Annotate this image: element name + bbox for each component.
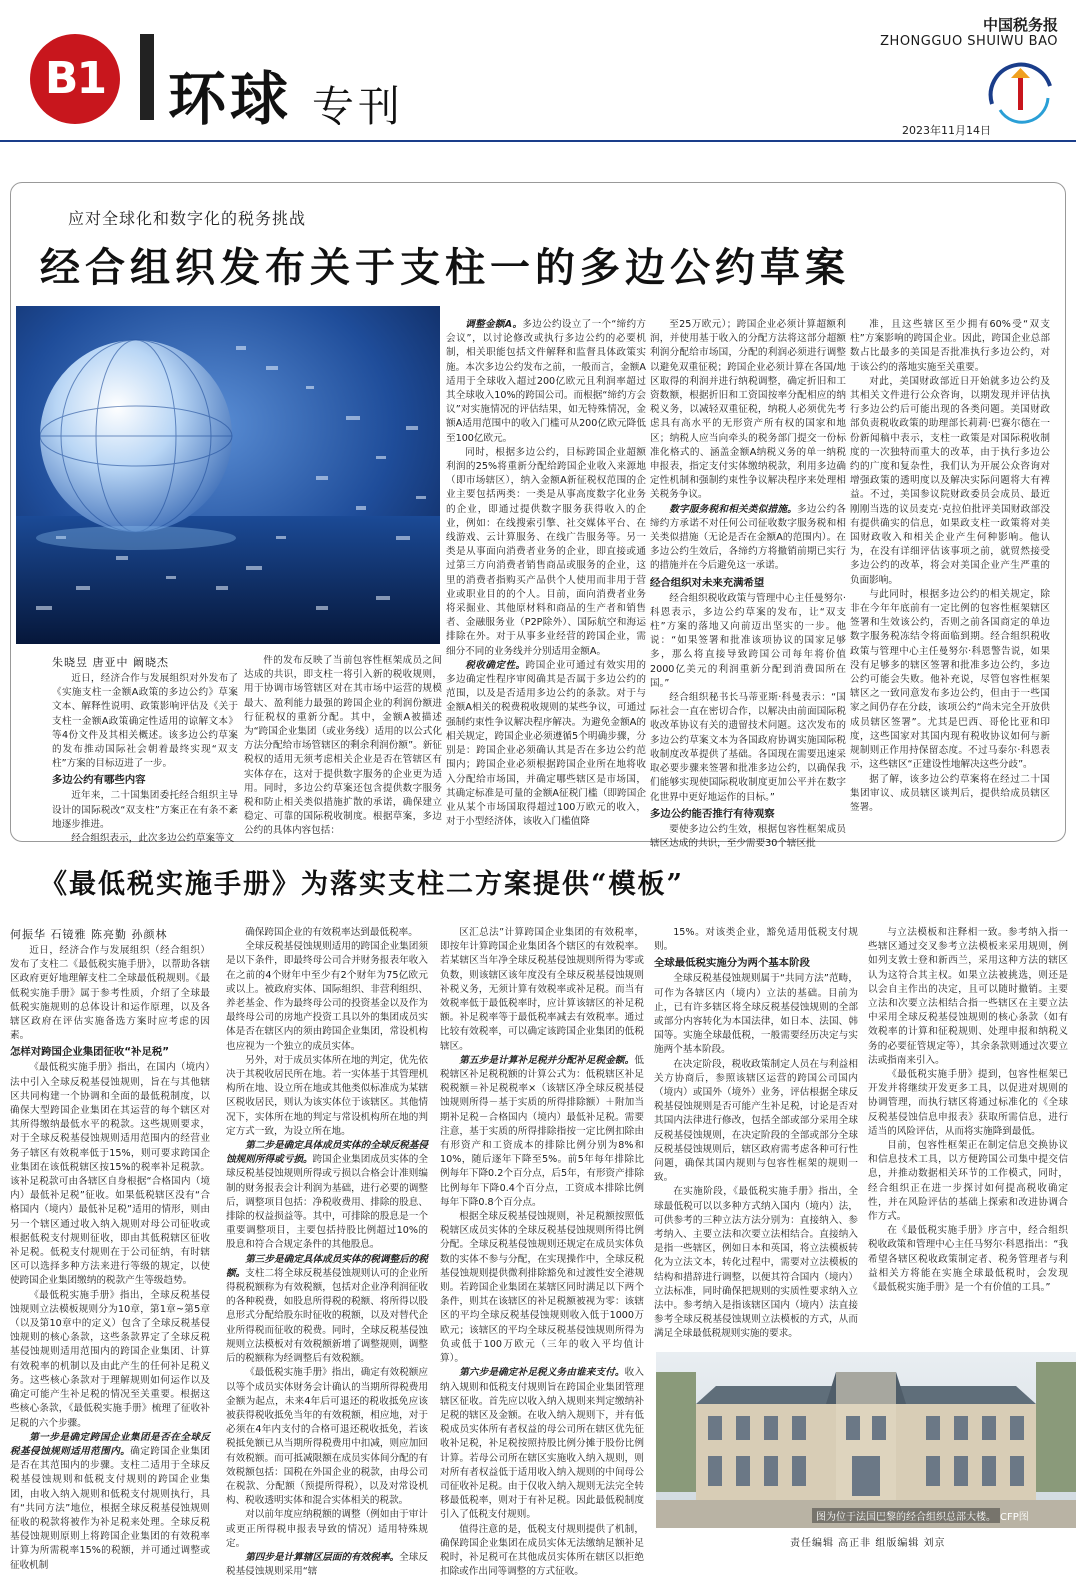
article-1-column-3 (446, 318, 646, 836)
newspaper-logo-icon (988, 64, 1054, 118)
paragraph (10, 1289, 210, 1431)
paragraph-text: 在《最低税实施手册》序言中，经合组织税收政策和管理中心主任马努尔·科恩指出：“我希望各辖区税收政策制定者、税务管理者与利益相关方将能在实施全球最低税时，会发现《最低税实施手册》是一个有价值的工具。” (868, 1225, 1068, 1294)
paragraph-text: 近日，经济合作与发展组织（经合组织）发布了支柱二《最低税实施手册》，以帮助各辖区政府更好地理解支柱二全球最低税规则。《最低税实施手册》属于参考性质，介绍了全球最低税实施规则的总体设计和运作原理，以及各辖区政府在评估实施备选方案时应考虑的因素。 (10, 945, 210, 1042)
paragraph (650, 823, 846, 851)
paragraph-text: 支柱二将全球反税基侵蚀规则认可的企业所得税税额称为有效税额，包括对企业净利润征收的各种税费，如股息所得税的税额、将所得以股息形式分配给股东时征收的税额，以及对替代企业所得税而征收的税费。同时，全球反税基侵蚀规则立法模板对有效税额新增了调整规则，调整后的税额称为经调整后有效税额。 (226, 1267, 429, 1365)
subheading: 多边公约能否推行有待观察 (650, 807, 775, 820)
paragraph (868, 1068, 1068, 1139)
paragraph-text: 与此同时，根据多边公约的相关规定，除非在今年年底前有一定比例的包容性框架辖区签署和生效该公约，否则之前各国商定的单边数字服务税冻结令将面临到期。经合组织税收政策与管理中心主任曼努尔·科恩警告说，如果没有足够多的辖区签署和批准多边公约，多边公约可能会失败。他补充说，尽管包容性框架辖区之一致同意发布多边公约，但由于一些国家之间仍存在分歧，该项公约“尚未完全开放供成员辖区签署”。尤其是巴西、哥伦比亚和印度，这些国家对其国内现有税收协议如何与新规制则正作用持保留态度。不过马泰尔·科恩表示，这些辖区“正建设性地解决这些分歧”。 (850, 588, 1050, 771)
paragraph (226, 940, 428, 1054)
article-2-column-5 (868, 926, 1068, 1346)
paragraph (654, 972, 858, 1057)
paragraph-text: 《最低税实施手册》指出，全球反税基侵蚀规则立法模板规则分为10章，第1章~第5章（以及第10章中的定义）包含了全球反税基侵蚀规则的核心条款，这些条款界定了全球反税基侵蚀规则适用范围内的跨国企业集团、计算有效税率的机制以及由此产生的任何补足税义务。这些核心条款对于理解规则如何运作以及确定可能产生补足税的情况至关重要。根据这些核心条款，《最低税实施手册》梳理了征收补足税的六个步骤。 (10, 1289, 210, 1429)
paragraph-text: 近年来，二十国集团委托经合组织主导设计的国际税改“双支柱”方案正在有条不紊地逐步推进。 (52, 790, 238, 830)
paragraph (650, 318, 846, 503)
subheading: 经合组织对未来充满希望 (650, 576, 765, 589)
subheading: 怎样对跨国企业集团征收“补足税” (10, 1046, 170, 1059)
paragraph (440, 1366, 644, 1522)
article-2-headline: 《最低税实施手册》为落实支柱二方案提供“模板” (40, 869, 685, 900)
paragraph-text: 确定跨国企业集团是否在其范围内的步骤。支柱二适用于全球反税基侵蚀规则和低税支付规则的跨国企业集团，由收入纳入规则和低税支付规则执行，具有“共同方法”地位，根据全球反税基侵蚀规则征收的税款将被作为补足税来处理。全球反税基侵蚀规则原则上将跨国企业集团的有效税率计算为所需税率15%的税额，并可通过调整或征收机制 (10, 1445, 211, 1571)
paragraph (446, 318, 646, 446)
paragraph-text: 全球反税基侵蚀规则采用“辖 (226, 1551, 429, 1578)
paragraph-text: 准，且这些辖区至少拥有60%受“双支柱”方案影响的跨国企业。因此，跨国企业总部数占比最多的美国是否批准执行多边公约，对于该公约的落地实施至关重要。 (850, 319, 1050, 373)
paragraph (868, 926, 1068, 1068)
paragraph-text: 在实施阶段，《最低税实施手册》指出，全球最低税可以以多种方式纳入国内（境内）法，可供参考的三种立法方法分别为：直接纳入、参考纳入、主要立法和次要立法相结合。直接纳入是指一些辖区，例如日本和英国，将立法模板转化为立法文本，转化过程中，需要对立法模板的结构和措辞进行调整，以便其符合国内（境内）立法标准，同时确保把规则的实质性要求纳入立法中。参考纳入是指该辖区国内（境内）法直接参考全球反税基侵蚀规则立法模板的方式，从而满足全球最低税规则实施的要求。 (654, 1186, 858, 1340)
paragraph-text: 经合组织表示，此次多边公约草案等文 (71, 833, 235, 845)
paragraph-text: 多边公约各缔约方承诺不对任何公司征收数字服务税和相关类似措施（无论是否在金额A的范围内）。在多边公约生效后，各缔约方将撤销前期已实行的措施并在今后避免这一承诺。 (650, 503, 847, 572)
paragraph-lead: 第六步是确定补足税义务由谁来支付。 (459, 1367, 625, 1379)
paragraph-text: 近日，经济合作与发展组织对外发布了《实施支柱一金额A政策的多边公约》草案文本、解释性说明、政策影响评估及《关于支柱一金额A政策确定性适用的谅解文本》等4份文件及其相关概述。该多边公约草案的发布推动国际社会朝着最终实现“双支柱”方案的目标迈进了一步。 (52, 673, 238, 770)
paragraph (850, 318, 1050, 375)
article-1-kicker: 应对全球化和数字化的税务挑战 (68, 209, 307, 228)
paragraph-text: 《最低税实施手册》指出，确定有效税额应以等个成员实体财务会计确认的当期所得税费用金额为起点，未来4年后可退还的税收抵免应该被获得税收抵免当年的有效税额，相应地，对于必须在4年内支付的合格可退还税收抵免，若该税抵免额已从当期所得税费用中扣减，则应加回有效税额。而可抵减限额在成员实体间分配的有效税额包括：国税在外国企业的税款，由母公司在税款、分配额（预提所得税），以及对常设机构、税收透明实体和混合实体相关的税款。 (226, 1367, 428, 1507)
article-2-byline: 何振华 石镜雅 陈亮勤 孙颜林 (10, 928, 168, 941)
paragraph (650, 503, 846, 574)
paragraph-text: 目前，包容性框架正在制定信息交换协议和信息技术工具，以方便跨国公司集中提交信息，并推动数据相关环节的工作模式，同时，经合组织正在进一步探讨如何提高税收确定性，并在风险评估的基础上探索和改进协调合作方式。 (868, 1140, 1068, 1223)
paragraph-text: 《最低税实施手册》提到，包容性框架已开发并将继续开发更多工具，以促进对规则的协调管理，而执行辖区将通过标准化的《全球反税基侵蚀信息申报表》获取所需信息，进行适当的风险评估，从而将实施降到最低。 (868, 1069, 1068, 1137)
paragraph-text: 据了解，该多边公约草案将在经过二十国集团审议、成员辖区谈判后，提供给成员辖区签署。 (850, 773, 1050, 813)
photo-credit: CFP图 (1000, 1512, 1029, 1523)
paragraph (226, 1366, 428, 1508)
paragraph-text: 经合组织秘书长马蒂亚斯·科曼表示：“国际社会一直在密切合作，以解决由前面国际税收改革协议有关的遗留技术问题。这次发布的多边公约草案文本为各国政府协调实施国际税收制度改革提供了基础。各国现在需要迅速采取必要步骤来签署和批准多边公约，以确保我们能够实现使国际税收制度更加公平并在数字化世界中更好地运作的目标。” (650, 692, 846, 803)
paragraph-text: 低税辖区补足税税额的计算公式为：低税辖区补足税税额＝补足税税率×（该辖区净全球反税基侵蚀规则所得－基于实质的所得排除额）＋附加当期补足税－合格国内（境内）最低补足税。需要注意，基于实质的所得排除指按一定比例扣除由有形资产和工资成本的排除比例分别为8%和10%，随后逐年下降至5%。前5年每年排除比例每年下降0.2个百分点，后5年，有形资产排除比例每年下降0.4个百分点，工资成本排除比例每年下降0.8个百分点。 (440, 1054, 644, 1208)
paragraph-text: 件的发布反映了当前包容性框架成员之间达成的共识，即支柱一将引入新的税收规则，用于协调市场管辖区对在其市场中运营的规模最大、盈利能力最强的跨国企业的利润份额进行征税权的重新分配。其中，金额A被描述为“跨国企业集团（或业务线）适用的以公式化方法分配给市场管辖区的剩余利润份额”。新征税权的适用无须考虑相关企业是否在管辖区有实体存在，这对于提供数字服务的企业更为适用。同时，多边公约草案还包含提供数字服务税和防止相关类似措施扩散的承诺，确保建立稳定、可靠的国际税收制度。根据草案，多边公约的具体内容包括： (244, 655, 442, 837)
paragraph-text: 对以前年度应纳税额的调整（例如由于审计或更正所得税申报表导致的情况）适用特殊规定。 (226, 1509, 428, 1549)
paragraph (244, 654, 442, 839)
article-2-column-3 (440, 926, 644, 1578)
paragraph-text: 根据全球反税基侵蚀规则，补足税额按照低税辖区成员实体的全球反税基侵蚀规则所得比例分配。全球反税基侵蚀规则还规定在成员实体负数的实体不参与分配，在实现操作中，全球反税基侵蚀规则提供微利排除豁免和过渡性安全港规则。若跨国企业集团在某辖区同时满足以下两个条件，则其在该辖区的补足税额被视为零：该辖区的平均全球反税基侵蚀规则收入低于1000万欧元；该辖区的平均全球反税基侵蚀规则所得为负或低于100万欧元（三年的收入平均值计算）。 (440, 1211, 644, 1365)
paragraph (226, 1253, 428, 1367)
article-2-column-4 (654, 926, 858, 1346)
paragraph (650, 691, 846, 805)
article-1-byline: 朱晓昱 唐亚中 阚晓杰 (52, 656, 169, 669)
newspaper-name-en: ZHONGGUO SHUIWU BAO (880, 34, 1058, 49)
paragraph-lead: 第三步是确定具体成员实体的税调整后的税额。 (226, 1253, 428, 1279)
paragraph (52, 672, 238, 771)
paragraph (654, 1185, 858, 1341)
article-1-column-4 (650, 318, 847, 849)
paragraph (226, 926, 428, 940)
paragraph-text: 至25万欧元）；跨国企业必须计算超额利润，并使用基于收入的分配方法将这部分超额利润分配给市场国，分配的利润必须进行调整以避免双重征税；跨国企业必须计算在各国/地区取得的利润并进行纳税调整，确定折旧和工资数额，根据折旧和工资国按率分配相应的纳税义务，以减轻双重征税，纳税人必须优先考虑具有高水平的无形资产所有权的国家和地区；纳税人应当向牵头的税务部门提交一份标准化格式的、涵盖金额A纳税义务的单一纳税申报表，指定支付实体缴纳税款，利用多边确定性机制和强制约束性争议解决程序来处理相关税务争议。 (650, 319, 846, 501)
paragraph-lead: 数字服务税和相关类似措施。 (669, 503, 798, 515)
paragraph-lead: 第二步是确定具体成员实体的全球反税基侵蚀规则所得或亏损。 (226, 1140, 428, 1166)
editor-credits: 责任编辑 高正非 组版编辑 刘京 (790, 1538, 946, 1549)
paragraph-text: 在决定阶段，税收政策制定人员在与利益相关方协商后，参照该辖区运营的跨国公司国内（境内）或国外（境外）业务，评估根据全球反税基侵蚀规则是否可能产生补足税，讨论是否对其国内法律进行修改，包括全部或部分采用全球反税基侵蚀规则，在决定阶段的全部或部分全球反税基侵蚀规则后，辖区政府需考虑各种可行性问题，确保其国内规则与包容性框架的规则一致。 (654, 1058, 858, 1184)
paragraph-text: 15%。对该类企业，豁免适用低税支付规则。 (654, 927, 858, 953)
paragraph-lead: 调整金额A。 (465, 319, 523, 330)
paragraph-text: 对此，美国财政部近日开始就多边公约及其相关文件进行公众咨询，以期发现并评估执行多边公约后可能出现的各类问题。美国财政部负责税收政策的助理部长莉莉·巴赛尔德在一份新闻稿中表示，支柱一政策是对国际税收制度的一次独特而重大的改革，由于执行多边公约的广度和复杂性，我们认为开展公众咨询对增强政策的透明度以及解决实际问题将大有裨益。不过，美国参议院财政委员会成员、最近刚刚当选的议员麦克·克拉伯批评美国财政部没有提供确实的信息，如果政支柱一政策将对美国财政收入和相关企业产生何种影响。他认为，在没有详细评估该事项之前，就贸然接受多边公约的改革，将会对美国企业产生严重的负面影响。 (850, 375, 1050, 586)
digital-globe-icon (16, 306, 440, 644)
paragraph-text: 跨国企业可通过有效实用的多边确定性程序审阅确其是否属于多边公约的范围，以及是否适用多边公约的条款。对于与金额A相关的税费税收规则的某些争议，可通过强制约束性争议解决程序解决。为避免金额A的相关规定，跨国企业必须遵循5个明确步骤，分别是：跨国企业必须确认其是否在多边公约范围内；跨国企业必须根据跨国企业所在地将收入分配给市场国，并确定哪些辖区是市场国，其确定标准是可量的金额A征税门槛（即跨国企业从某个市场国取得超过100万欧元的收入，对于小型经济体，该收入门槛值降 (446, 659, 647, 828)
paragraph-text: 经合组织税收政策与管理中心主任曼努尔·科恩表示，多边公约草案的发布，让“双支柱”方案的落地又向前迈出坚实的一步。他说：“如果签署和批准该项协议的国家足够多，那么将直接导致跨国公司每年将价值2000亿美元的利润重新分配到消费国所在国。” (650, 592, 846, 689)
paragraph-lead: 税收确定性。 (465, 659, 526, 671)
paragraph (850, 375, 1050, 588)
paragraph (440, 1523, 644, 1579)
paragraph (850, 773, 1050, 816)
paragraph (850, 588, 1050, 773)
newspaper-name-cn: 中国税务报 (982, 16, 1058, 34)
article-1-headline: 经合组织发布关于支柱一的多边公约草案 (40, 244, 850, 291)
masthead-divider (0, 140, 1076, 142)
publication-date: 2023年11月14日 (902, 124, 991, 137)
paragraph-text: 确保跨国企业的有效税率达到最低税率。 (245, 927, 418, 938)
paragraph (446, 446, 646, 659)
paragraph (226, 1054, 428, 1139)
paragraph-lead: 第五步是计算补足税并分配补足税金额。 (459, 1054, 635, 1066)
masthead-rule-bar (140, 34, 154, 120)
paragraph-text: 值得注意的是，低税支付规则提供了机制，确保跨国企业集团在成员实体无法缴纳足额补足税时，补足税可在其他成员实体所在辖区以拒绝扣除或作出同等调整的方式征收。 (440, 1523, 644, 1578)
paragraph-text: 多边公约设立了一个“缔约方会议”，以讨论修改或执行多边公约的必要机制，相关职能包括文件解释和监督具体政策实施。本次多边公约发布之前，一般而言，金额A适用于全球收入超过200亿欧元且利润率超过其全球收入10%的跨国公司。而根据“缔约方会议”对实施情况的评估结果，如无特殊情况，金额A适用范围中的收入门槛可从200亿欧元降低至100亿欧元。 (446, 319, 646, 444)
paragraph-text: 另外，对于成员实体所在地的判定，优先依决于其税收居民所在地。若一实体基于其管理机构所在地、设立所在地或其他类似标准成为某辖区税收居民，则认为该实体位于该辖区。其他情况下，实体所在地的判定与常设机构所在地的判定方式一致，为设立所在地。 (226, 1054, 428, 1137)
paragraph (226, 1551, 428, 1579)
section-subtitle: 专刊 (312, 82, 405, 131)
article-1-column-2 (244, 654, 442, 836)
paragraph-text: 与立法模板和注释相一致。参考纳入指一些辖区通过交叉参考立法模板来采用规则，例如列支敦士登和新西兰，采用这种方法的辖区认为这符合其主权。如果立法被挑选，则还是以会自主作出的决定，且可以随时撤销。主要立法和次要立法相结合指一些辖区在主要立法中采用全球反税基侵蚀规则的核心条款（如有效税率的计算和征税规则、处理申报和纳税义务的必要征管规定等），其余条款则通过次要立法或指南来引入。 (868, 927, 1068, 1066)
subheading: 多边公约有哪些内容 (52, 774, 146, 787)
masthead (0, 0, 1076, 176)
paragraph (440, 1054, 644, 1210)
paragraph (650, 592, 846, 691)
paragraph-text: 《最低税实施手册》指出，在国内（境内）法中引入全球反税基侵蚀规则，旨在与其他辖区共同构建一个协调和全面的最低税制度，以确保大型跨国企业集团在其运营的每个辖区对其所得缴纳最低水平的税款。这些规则要求，对于全球反税基侵蚀规则适用范围内的经营业务子辖区有效税率低于15%，则可要求跨国企业集团在该低税辖区按15%的税率补足税款。该补足税款可由各辖区自身根据“合格国内（境内）最低补足税”征收。如果低税辖区没有“合格国内（境内）最低补足税”适用的情形，则由另一个辖区通过收入纳入规则对母公司征收或根据低税支付规则征收，即由其低税辖区征收补足税。低税支付规则在于公司征纳，有时辖区可以选择多种方法来进行等级的规定，以使使跨国企业集团缴纳的税款产生等级趋势。 (10, 1062, 210, 1287)
article-1-column-5 (850, 318, 1050, 836)
paragraph (10, 1431, 210, 1573)
paragraph (52, 789, 238, 832)
paragraph (654, 926, 858, 954)
paragraph-lead: 第四步是计算辖区层面的有效税率。 (245, 1551, 400, 1563)
paragraph-text: 全球反税基侵蚀规则属于“共同方法”范畴，可作为各辖区内（境内）立法的基础。目前为止，已有许多辖区将全球反税基侵蚀规则的全部或部分内容转化为本国法律，如日本、法国、韩国等。实施全球最低税，一般需要经历决定与实施两个基本阶段。 (654, 973, 858, 1056)
paragraph (440, 1210, 644, 1366)
paragraph-text: 要使多边公约生效，根据包容性框架成员辖区达成的共识，至少需要30个辖区批 (650, 823, 846, 849)
page-number-badge: B1 (30, 34, 120, 124)
paragraph (226, 1508, 428, 1551)
photo-caption: 图为位于法国巴黎的经合组织总部大楼。 (812, 1508, 1000, 1523)
paragraph (440, 926, 644, 1054)
subheading: 全球最低税实施分为两个基本阶段 (654, 957, 810, 970)
paragraph (10, 1061, 210, 1288)
paragraph-text: 收入纳入规则和低税支付规则旨在跨国企业集团管理辖区征收。首先应以收入纳入规则来判定缴纳补足税的辖区及金额。在收入纳入规则下，并有低税成员实体所有者权益的母公司所在辖区优先征收补足税，补足税按照持股比例分摊于股份比例计算。若母公司所在辖区实施收入纳入规则，则对所有者权益低于适用收入纳入规则的中间母公司征收补足税。由于仅收入纳入规则无法完全转移最低税率，则对于有补足税。因此最低税制度引入了低税支付规则。 (440, 1367, 644, 1521)
paragraph-text: 跨国企业集团成员实体的全球反税基侵蚀规则所得或亏损以合格会计准则编制的财务报表会计利润为基础，进行必要的调整后，调整项目包括：净税收费用、排除的股息、排除的权益损益等。其中，可排除的股息是一个重要调整项目，主要包括持股比例超过10%的股息和符合合规定条件的其他股息。 (226, 1154, 429, 1251)
paragraph (868, 1224, 1068, 1295)
paragraph-lead: 第一步是确定跨国企业集团是否在全球反税基侵蚀规则适用范围内。 (10, 1431, 210, 1457)
paragraph (446, 659, 646, 829)
section-name: 环球 (168, 65, 293, 133)
oecd-headquarters-photo (656, 1352, 1076, 1528)
paragraph (654, 1058, 858, 1186)
paragraph-text: 全球反税基侵蚀规则适用的跨国企业集团须是以下条件，即最终母公司合并财务报表年收入在之前的4个财年中至少有2个财年为75亿欧元或以上。被政府实体、国际组织、非营利组织、养老基金、作为最终母公司的投资基金以及作为最终母公司的房地产投资工具以外的集团成员实体是否在辖区内的须由跨国企业集团，常设机构也应视为一个独立的成员实体。 (226, 941, 428, 1052)
paragraph (868, 1139, 1068, 1224)
paragraph (226, 1139, 428, 1253)
article-2-column-2 (226, 926, 429, 1578)
paragraph-text: 同时，根据多边公约，目标跨国企业超额利润的25%将重新分配给跨国企业收入来源地（即市场辖区），纳入金额A新征税权范围的企业主要包括两类：一类是从事高度数字化业务的企业，即通过提供数字服务获得收入的企业，例如：在线搜索引擎、社交媒体平台、在线游戏、云计算服务、在线广告服务等。另一类是从事面向消费者业务的企业，即直接或通过第三方向消费者销售商品或服务的企业，这里的消费者指购买产品供个人使用而非用于营业或职业目的的个人。目前，面向消费者业务将采掘业、其他原材料和商品的生产者和销售者、金融服务业（P2P除外）、国际航空和海运排除在外。对于从事多业经营的跨国企业，需细分不同的业务线并分别适用金额A。 (446, 446, 646, 657)
paragraph-text: 区汇总法”计算跨国企业集团的有效税率，即按年计算跨国企业集团各个辖区的有效税率。若某辖区当年净全球反税基侵蚀规则所得为零或负数，则该辖区该年度没有全球反税基侵蚀规则补税义务，无须计算有效税率或补足税。而当有效税率低于最低税率时，应计算该辖区的补足税额。补足税率等于最低税率减去有效税率。通过比较有效税率，可以确定该跨国企业集团的低税辖区。 (440, 927, 644, 1052)
building-photo-icon (656, 1352, 1076, 1528)
paragraph (52, 832, 238, 846)
article-1-column-1 (52, 672, 238, 845)
globe-illustration (16, 306, 440, 644)
article-2-column-1 (10, 944, 211, 1571)
paragraph (10, 944, 210, 1043)
